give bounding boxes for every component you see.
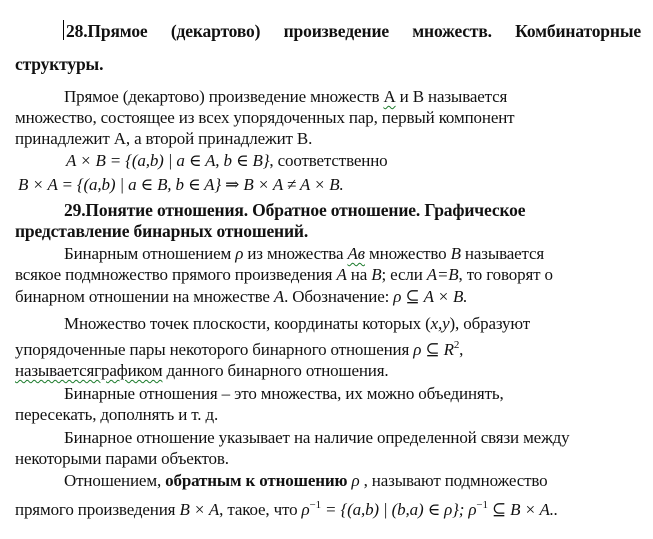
text: ; если [381, 265, 427, 284]
text: , соответственно [269, 151, 388, 170]
text: упорядоченные пары некоторого бинарного отношения [15, 340, 414, 359]
text: называется [460, 244, 545, 263]
heading-word: произведение [283, 21, 389, 41]
text: и В называется [395, 87, 508, 106]
text: ), образуют [449, 314, 531, 333]
heading-word: Комбинаторные [515, 21, 641, 41]
s29-p3-line2: пересекать, дополнять и т. д. [15, 405, 219, 424]
text: на [346, 265, 372, 284]
text: Прямое (декартово) произведение множеств [64, 87, 384, 106]
formula-cartesian-ba: B × A = {(a,b) | a ∈ B, b ∈ A} ⇒ B × A ≠ A × B. [18, 175, 344, 194]
s29-p1-line1 [64, 244, 544, 264]
section-29-heading-line2: представление бинарных отношений. [15, 221, 309, 241]
formula-cartesian-ab [66, 151, 388, 171]
s29-p1-line2 [15, 265, 553, 285]
math: А [273, 287, 285, 306]
text: из множества [243, 244, 348, 263]
math: ⊆ B × A.. [487, 500, 558, 519]
math: В [371, 265, 382, 284]
math: ρ [347, 471, 360, 490]
section-28-heading-line1 [66, 21, 641, 41]
s28-p1-line1 [64, 87, 507, 107]
superscript: −1 [476, 499, 488, 511]
section-28-heading-line2: структуры. [15, 54, 104, 74]
s29-p2-line1 [64, 314, 530, 334]
text-cursor [63, 20, 64, 40]
text: бинарном отношении на множестве [15, 287, 274, 306]
heading-word: множеств. [412, 21, 492, 41]
math: B × A [179, 500, 220, 519]
heading-word: (декартово) [170, 21, 261, 41]
s29-p5-line2 [15, 500, 558, 520]
math: x,y [430, 314, 450, 333]
text: Бинарным отношением [64, 244, 236, 263]
text: , [459, 340, 464, 359]
s28-p1-line2: множество, состоящее из всех упорядоченных пар, первый компонент [15, 108, 515, 127]
bold-term: обратным к отношению [165, 471, 348, 490]
section-29-heading-line1: 29.Понятие отношения. Обратное отношение. Графическое [64, 200, 526, 220]
s29-p5-line1 [64, 471, 547, 491]
text: Отношением, [64, 471, 166, 490]
s29-p2-line2 [15, 340, 463, 360]
heading-word: 28.Прямое [66, 21, 148, 41]
math: ρ [301, 500, 310, 519]
spellcheck-word: называетсяграфиком [15, 361, 163, 380]
text: всякое подмножество прямого произведения [15, 265, 337, 284]
text: множество [364, 244, 451, 263]
text: , то говорят о [458, 265, 553, 284]
s29-p1-line3 [15, 287, 467, 307]
spellcheck-word: А [383, 87, 396, 106]
math: А [336, 265, 347, 284]
text: данного бинарного отношения. [162, 361, 389, 380]
text: . Обозначение: [284, 287, 394, 306]
math: А=В [426, 265, 459, 284]
s29-p4-line1: Бинарное отношение указывает на наличие определенной связи между [64, 428, 570, 447]
text: , такое, что [219, 500, 302, 519]
math: ρ [235, 244, 244, 263]
math: ρ ⊆ A × B. [393, 287, 468, 306]
math: A × B = {(a,b) | a ∈ A, b ∈ B} [66, 151, 270, 170]
superscript: −1 [309, 499, 321, 511]
text: , называют подмножество [359, 471, 548, 490]
s29-p4-line2: некоторыми парами объектов. [15, 449, 229, 468]
text: Множество точек плоскости, координаты которых ( [64, 314, 431, 333]
math: = {(a,b) | (b,a) ∈ ρ}; ρ [320, 500, 477, 519]
math: В [450, 244, 461, 263]
text: прямого произведения [15, 500, 180, 519]
s29-p2-line3 [15, 361, 389, 381]
superscript: 2 [453, 339, 460, 351]
spellcheck-word: Ав [347, 244, 365, 263]
s29-p3-line1: Бинарные отношения – это множества, их можно объединять, [64, 384, 504, 403]
s28-p1-line3: принадлежит А, а второй принадлежит В. [15, 129, 313, 148]
math: ρ ⊆ R [413, 340, 454, 359]
